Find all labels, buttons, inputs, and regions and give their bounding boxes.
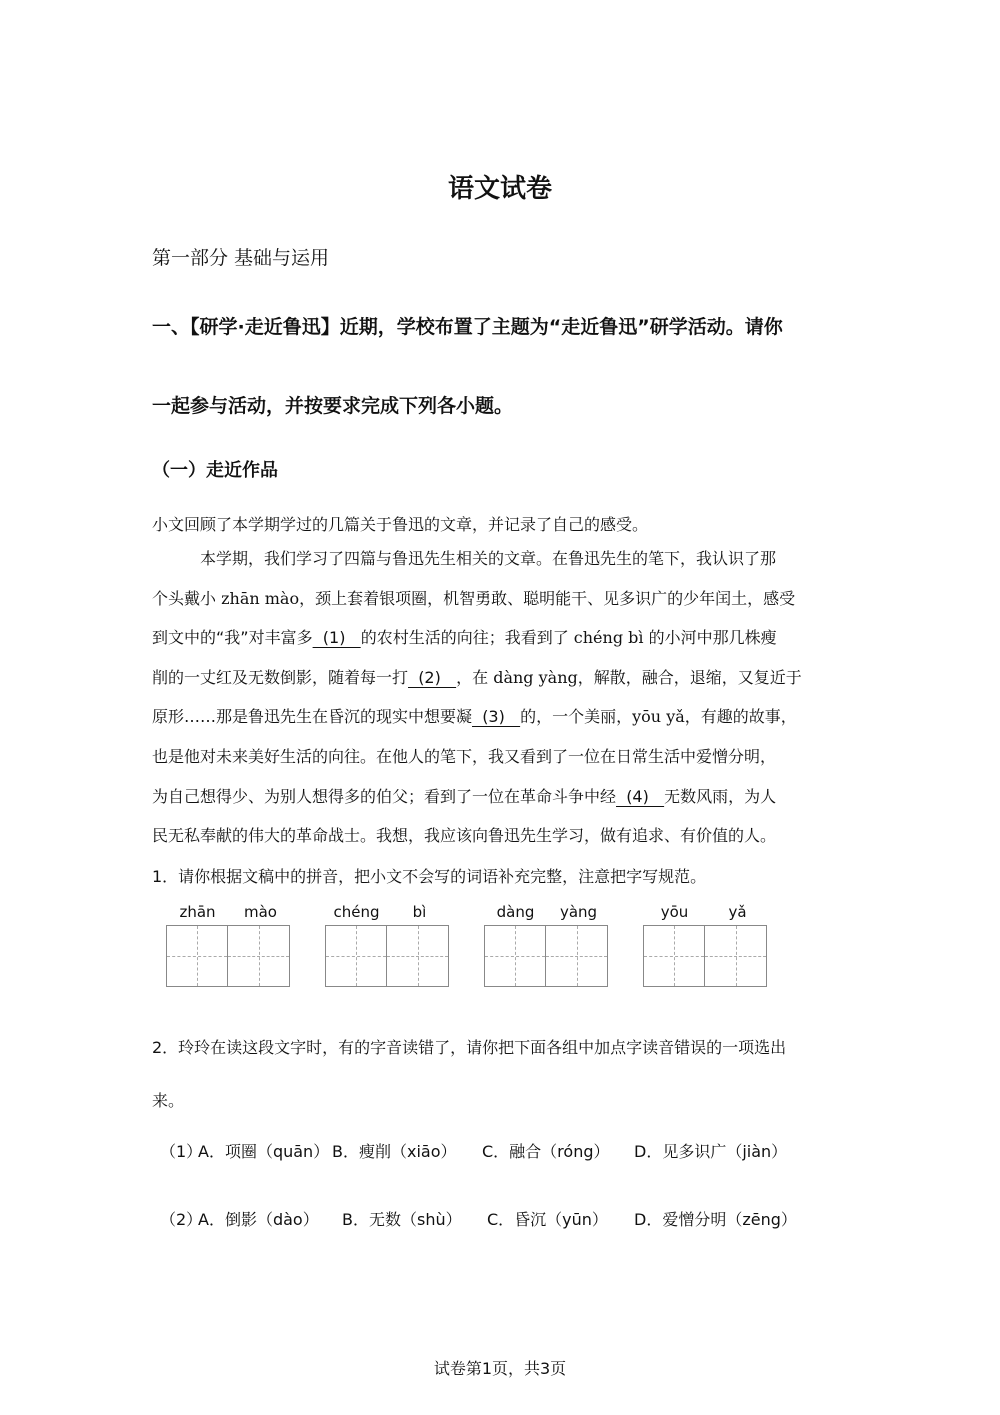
passage-text: ，在 — [456, 667, 494, 687]
writing-cell[interactable] — [228, 925, 290, 987]
passage-line — [152, 586, 852, 626]
passage-text: 无数风雨，为人 — [664, 786, 777, 806]
pinyin-label-row — [484, 903, 610, 925]
pinyin-label: bì — [412, 903, 427, 921]
option-a[interactable]: A．倒影（dào） — [198, 1210, 319, 1229]
pinyin-label: mào — [244, 903, 277, 921]
passage-text: ，解散，融合，退缩，又复近于 — [577, 667, 802, 687]
passage-text: 也是他对未来美好生活的向往。在他人的笔下，我又看到了一位在日常生活中爱憎分明， — [152, 746, 777, 766]
option-number: （2） — [160, 1210, 203, 1229]
passage-text: 民无私奉献的伟大的革命战士。我想，我应该向鲁迅先生学习，做有追求、有价值的人。 — [152, 826, 777, 846]
passage-text: 的小河中那几株瘦 — [643, 628, 777, 648]
passage-text: 原形……那是鲁迅先生在昏沉的现实中想要凝 — [152, 707, 473, 727]
question-heading-line2: 一起参与活动，并按要求完成下列各小题。 — [152, 395, 514, 417]
writing-cell[interactable] — [166, 925, 228, 987]
blank-3[interactable]: (3) — [472, 707, 521, 727]
page-footer: 试卷第1页，共3页 — [433, 1359, 567, 1378]
option-a[interactable]: A．项圈（quān） — [198, 1142, 330, 1161]
writing-cell[interactable] — [484, 925, 546, 987]
pinyin-box-group — [484, 903, 614, 991]
passage-text: 的，一个美丽， — [520, 707, 633, 727]
passage-line — [152, 625, 852, 665]
passage-line — [152, 546, 852, 586]
passage — [152, 546, 852, 863]
pinyin-box-group — [166, 903, 296, 991]
pinyin-label: yǎ — [728, 903, 747, 921]
passage-text: ，颈上套着银项圈，机智勇敢、聪明能干、见多识广的少年闰土，感受 — [299, 588, 796, 608]
passage-text: 到文中的“我”对丰富多 — [152, 628, 313, 648]
option-d[interactable]: D．见多识广（jiàn） — [634, 1142, 788, 1161]
writing-cell[interactable] — [546, 925, 608, 987]
page-title: 语文试卷 — [447, 174, 552, 204]
passage-text: 为自己想得少、为别人想得多的伯父；看到了一位在革命斗争中经 — [152, 786, 617, 806]
writing-cell[interactable] — [387, 925, 449, 987]
option-c[interactable]: C．昏沉（yūn） — [487, 1210, 608, 1229]
passage-text: 本学期，我们学习了四篇与鲁迅先生相关的文章。在鲁迅先生的笔下，我认识了那 — [200, 549, 777, 568]
pinyin-label-row — [325, 903, 451, 925]
passage-line — [152, 823, 852, 863]
blank-1[interactable]: (1) — [312, 628, 361, 648]
option-b[interactable]: B．无数（shù） — [342, 1210, 462, 1229]
writing-cells — [325, 925, 449, 987]
passage-line — [152, 665, 852, 705]
writing-cell[interactable] — [643, 925, 705, 987]
blank-2[interactable]: (2) — [408, 667, 457, 687]
writing-cells — [484, 925, 608, 987]
pinyin-box-group — [325, 903, 455, 991]
part-heading: 第一部分 基础与运用 — [152, 247, 330, 269]
option-number: （1） — [160, 1142, 203, 1161]
sub-question-2-line2: 来。 — [152, 1091, 185, 1110]
pinyin-label-row — [166, 903, 292, 925]
pinyin-label: chéng — [333, 903, 380, 921]
sub-question-2-line1: 2．玲玲在读这段文字时，有的字音读错了，请你把下面各组中加点字读音错误的一项选出 — [152, 1038, 787, 1057]
pinyin-label-row — [643, 903, 769, 925]
passage-text: 的农村生活的向往；我看到了 — [360, 628, 574, 648]
section-heading: （一）走近作品 — [152, 460, 278, 481]
passage-text: 个头戴小 — [152, 588, 222, 608]
pinyin-text: chéng bì — [573, 628, 644, 648]
pinyin-label: yōu — [660, 903, 689, 921]
pinyin-label: zhān — [179, 903, 216, 921]
pinyin-box-group — [643, 903, 773, 991]
passage-line — [152, 704, 852, 744]
passage-line — [152, 744, 852, 784]
pinyin-text: yōu yǎ — [632, 707, 685, 727]
writing-cells — [166, 925, 290, 987]
option-d[interactable]: D．爱憎分明（zēng） — [634, 1210, 797, 1229]
sub-question-1: 1．请你根据文稿中的拼音，把小文不会写的词语补充完整，注意把字写规范。 — [152, 867, 707, 886]
passage-text: ，有趣的故事， — [684, 707, 797, 727]
blank-4[interactable]: (4) — [616, 786, 665, 806]
pinyin-label: dàng — [496, 903, 535, 921]
writing-cell[interactable] — [705, 925, 767, 987]
option-b[interactable]: B．瘦削（xiāo） — [332, 1142, 457, 1161]
option-c[interactable]: C．融合（róng） — [482, 1142, 610, 1161]
pinyin-text: zhān mào — [221, 588, 300, 608]
writing-cells — [643, 925, 767, 987]
writing-cell[interactable] — [325, 925, 387, 987]
passage-text: 削的一丈红及无数倒影，随着每一打 — [152, 667, 409, 687]
pinyin-label: yàng — [559, 903, 598, 921]
intro-text: 小文回顾了本学期学过的几篇关于鲁迅的文章，并记录了自己的感受。 — [152, 515, 649, 534]
passage-line — [152, 784, 852, 824]
question-heading-line1: 一、【研学·走近鲁迅】近期，学校布置了主题为“走近鲁迅”研学活动。请你 — [152, 316, 783, 338]
pinyin-text: dàng yàng — [493, 667, 578, 687]
